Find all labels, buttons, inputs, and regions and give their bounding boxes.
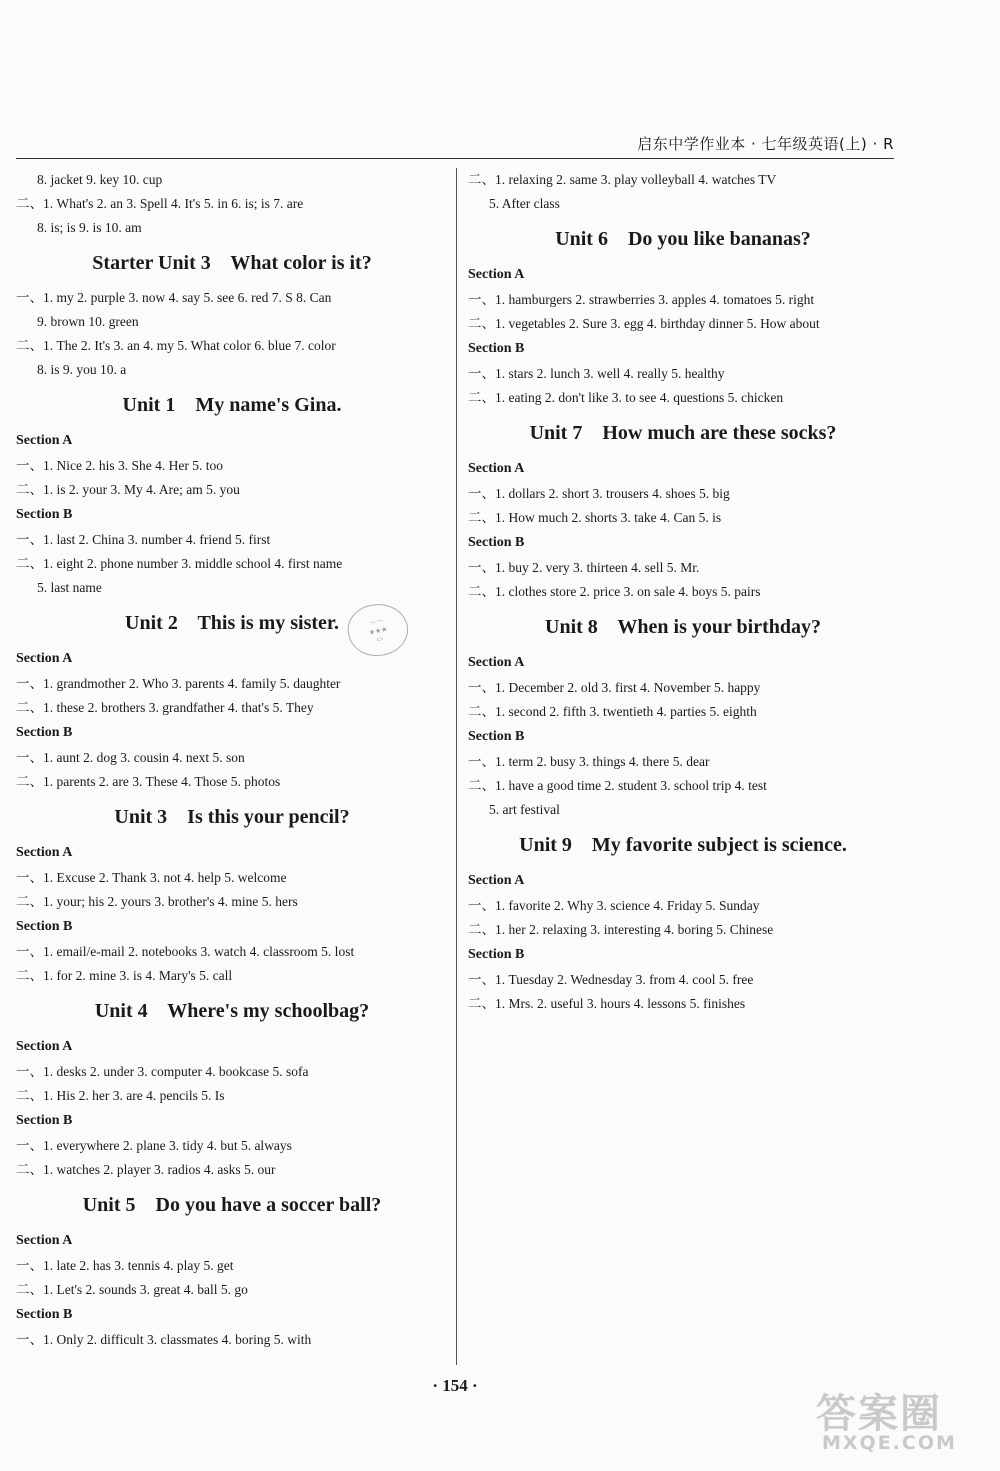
answer-line: 一、1. aunt 2. dog 3. cousin 4. next 5. son — [16, 750, 245, 765]
answer-line: 二、1. clothes store 2. price 3. on sale 4. boys 5. pairs — [468, 584, 761, 599]
answer-line: 8. jacket 9. key 10. cup — [37, 172, 163, 187]
answer-line: 一、1. last 2. China 3. number 4. friend 5. first — [16, 532, 271, 547]
running-header: 启东中学作业本 · 七年级英语(上) · R — [637, 135, 894, 153]
watermark-zh: 答案圈 — [816, 1391, 942, 1437]
answer-line: 一、1. late 2. has 3. tennis 4. play 5. get — [16, 1258, 234, 1273]
answer-line: 一、1. Only 2. difficult 3. classmates 4. boring 5. with — [16, 1332, 312, 1347]
answer-line: 8. is 9. you 10. a — [37, 362, 127, 377]
answer-line: 二、1. parents 2. are 3. These 4. Those 5. photos — [16, 774, 281, 789]
section-heading: Section A — [16, 433, 73, 448]
watermark-en: MXQE.COM — [822, 1432, 957, 1454]
answer-line: 二、1. have a good time 2. student 3. school trip 4. test — [468, 778, 767, 793]
unit-title: Unit 3 Is this your pencil? — [114, 806, 350, 828]
answer-line: 一、1. dollars 2. short 3. trousers 4. shoes 5. big — [468, 486, 730, 501]
stamp-seal: ～～ ★★★ ▭ — [343, 598, 413, 661]
answer-line: 一、1. buy 2. very 3. thirteen 4. sell 5. Mr. — [468, 560, 700, 575]
unit-title: Unit 9 My favorite subject is science. — [519, 834, 847, 856]
left-column — [16, 168, 448, 1352]
section-heading: Section A — [16, 845, 73, 860]
answer-line: 5. last name — [37, 580, 102, 595]
unit-title: Unit 7 How much are these socks? — [529, 422, 837, 444]
unit-title: Unit 5 Do you have a soccer ball? — [82, 1194, 382, 1216]
watermark-logo — [812, 1382, 988, 1460]
section-heading: Section A — [16, 1039, 73, 1054]
answer-line: 二、1. Mrs. 2. useful 3. hours 4. lessons 5. finishes — [468, 996, 746, 1011]
answer-line: 二、1. Let's 2. sounds 3. great 4. ball 5. go — [16, 1282, 248, 1297]
answer-line: 二、1. your; his 2. yours 3. brother's 4. mine 5. hers — [16, 894, 298, 909]
section-heading: Section A — [468, 655, 525, 670]
answer-line: 一、1. term 2. busy 3. things 4. there 5. dear — [468, 754, 710, 769]
column-divider — [456, 168, 457, 1365]
answer-line: 一、1. hamburgers 2. strawberries 3. apples 4. tomatoes 5. right — [468, 292, 815, 307]
section-heading: Section B — [16, 1307, 73, 1322]
answer-line: 5. After class — [489, 196, 560, 211]
answer-line: 二、1. second 2. fifth 3. twentieth 4. parties 5. eighth — [468, 704, 757, 719]
section-heading: Section A — [468, 461, 525, 476]
answer-line: 二、1. The 2. It's 3. an 4. my 5. What color 6. blue 7. color — [16, 338, 336, 353]
section-heading: Section B — [468, 947, 525, 962]
answer-line: 二、1. watches 2. player 3. radios 4. asks 5. our — [16, 1162, 276, 1177]
answer-line: 一、1. favorite 2. Why 3. science 4. Friday 5. Sunday — [468, 898, 760, 913]
answer-line: 二、1. What's 2. an 3. Spell 4. It's 5. in 6. is; is 7. are — [16, 196, 304, 211]
answer-line: 二、1. His 2. her 3. are 4. pencils 5. Is — [16, 1088, 225, 1103]
section-heading: Section A — [16, 1233, 73, 1248]
unit-title: Unit 2 This is my sister. — [125, 612, 339, 634]
section-heading: Section B — [468, 535, 525, 550]
answer-line: 5. art festival — [489, 802, 560, 817]
header-rule — [16, 158, 894, 159]
answer-line: 一、1. email/e-mail 2. notebooks 3. watch 4. classroom 5. lost — [16, 944, 355, 959]
section-heading: Section B — [468, 341, 525, 356]
answer-line: 二、1. these 2. brothers 3. grandfather 4. that's 5. They — [16, 700, 314, 715]
answer-line: 一、1. Tuesday 2. Wednesday 3. from 4. cool 5. free — [468, 972, 754, 987]
answer-line: 二、1. vegetables 2. Sure 3. egg 4. birthday dinner 5. How about — [468, 316, 820, 331]
unit-title: Unit 1 My name's Gina. — [122, 394, 342, 416]
answer-line: 一、1. my 2. purple 3. now 4. say 5. see 6. red 7. S 8. Can — [16, 290, 332, 305]
answer-line: 8. is; is 9. is 10. am — [37, 220, 142, 235]
answer-line: 二、1. relaxing 2. same 3. play volleyball 4. watches TV — [468, 172, 777, 187]
answer-line: 一、1. desks 2. under 3. computer 4. bookcase 5. sofa — [16, 1064, 309, 1079]
answer-line: 一、1. everywhere 2. plane 3. tidy 4. but 5. always — [16, 1138, 292, 1153]
answer-line: 一、1. December 2. old 3. first 4. November 5. happy — [468, 680, 761, 695]
section-heading: Section A — [468, 873, 525, 888]
answer-line: 二、1. is 2. your 3. My 4. Are; am 5. you — [16, 482, 240, 497]
answer-line: 一、1. stars 2. lunch 3. well 4. really 5. healthy — [468, 366, 725, 381]
answer-line: 一、1. grandmother 2. Who 3. parents 4. family 5. daughter — [16, 676, 341, 691]
section-heading: Section B — [16, 507, 73, 522]
answer-line: 二、1. her 2. relaxing 3. interesting 4. boring 5. Chinese — [468, 922, 774, 937]
unit-title: Unit 6 Do you like bananas? — [555, 228, 811, 250]
answer-line: 二、1. How much 2. shorts 3. take 4. Can 5. is — [468, 510, 722, 525]
section-heading: Section B — [16, 919, 73, 934]
section-heading: Section A — [16, 651, 73, 666]
answer-line: 二、1. eating 2. don't like 3. to see 4. questions 5. chicken — [468, 390, 784, 405]
page-number: · 154 · — [432, 1376, 478, 1395]
section-heading: Section B — [468, 729, 525, 744]
section-heading: Section B — [16, 725, 73, 740]
answer-line: 二、1. for 2. mine 3. is 4. Mary's 5. call — [16, 968, 233, 983]
unit-title: Starter Unit 3 What color is it? — [92, 252, 372, 274]
answer-line: 一、1. Nice 2. his 3. She 4. Her 5. too — [16, 458, 223, 473]
answer-line: 一、1. Excuse 2. Thank 3. not 4. help 5. welcome — [16, 870, 287, 885]
unit-title: Unit 4 Where's my schoolbag? — [94, 1000, 370, 1022]
answer-line: 9. brown 10. green — [37, 314, 139, 329]
section-heading: Section A — [468, 267, 525, 282]
section-heading: Section B — [16, 1113, 73, 1128]
answer-line: 二、1. eight 2. phone number 3. middle school 4. first name — [16, 556, 343, 571]
unit-title: Unit 8 When is your birthday? — [545, 616, 821, 638]
right-column — [468, 168, 898, 1016]
